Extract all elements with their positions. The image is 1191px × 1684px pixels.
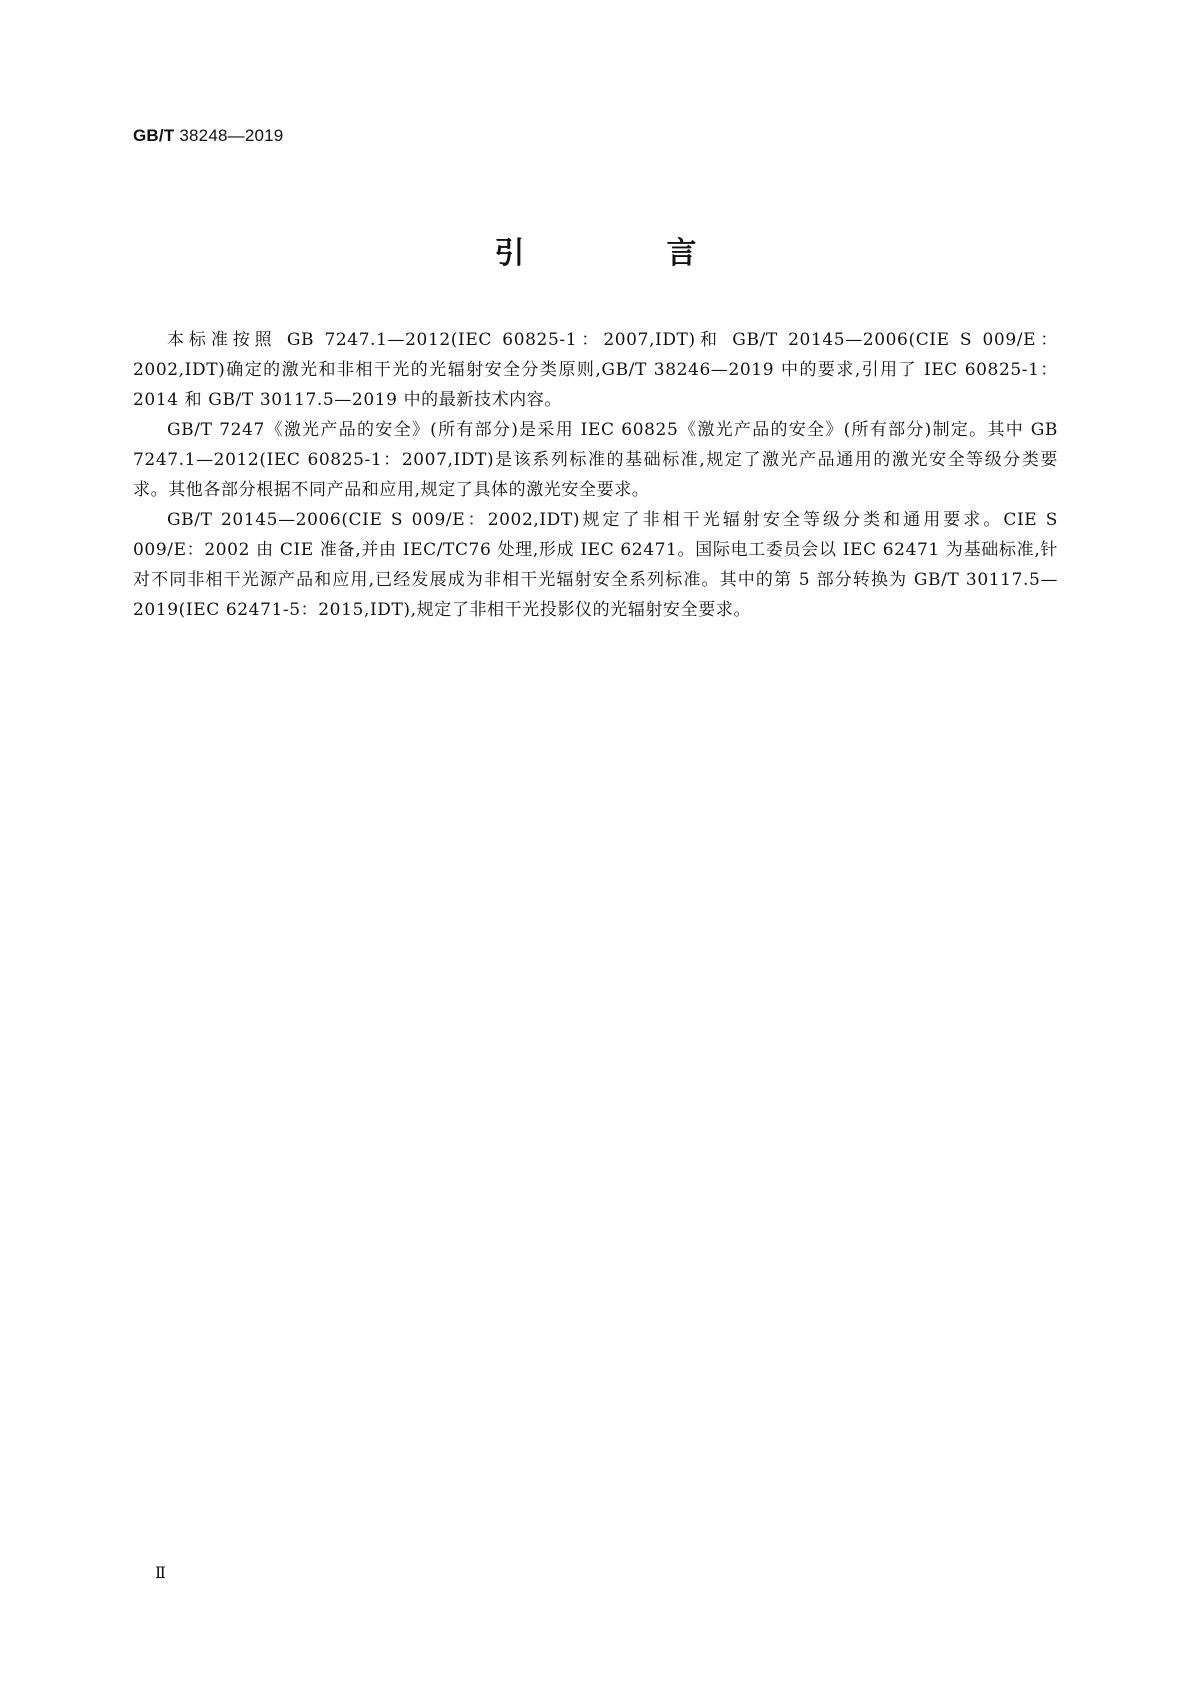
introduction-body bbox=[133, 325, 1058, 625]
paragraph-3: GB/T 20145—2006(CIE S 009/E：2002,IDT)规定了非相干光辐射安全等级分类和通用要求。CIE S 009/E：2002 由 CIE 准备,并由 IEC/TC76 处理,形成 IEC 62471。国际电工委员会以 IEC 62471 为基础标准,针对不同非相干光源产品和应用,已经发展成为非相干光辐射安全系列标准。其中的第 5 部分转换为 GB/T 30117.5—2019(IEC 62471-5：2015,IDT),规定了非相干光投影仪的光辐射安全要求。 bbox=[133, 510, 1058, 620]
page-number: Ⅱ bbox=[155, 1563, 166, 1582]
page-title: 引 言 bbox=[494, 236, 753, 271]
paragraph-1: 本标准按照 GB 7247.1—2012(IEC 60825-1：2007,IDT)和 GB/T 20145—2006(CIE S 009/E：2002,IDT)确定的激光和非相干光的光辐射安全分类原则,GB/T 38246—2019 中的要求,引用了 IEC 60825-1：2014 和 GB/T 30117.5—2019 中的最新技术内容。 bbox=[133, 330, 1058, 410]
document-header bbox=[133, 126, 283, 146]
standard-prefix: GB/T bbox=[133, 126, 175, 145]
standard-number: 38248—2019 bbox=[179, 126, 284, 145]
paragraph-2: GB/T 7247《激光产品的安全》(所有部分)是采用 IEC 60825《激光产品的安全》(所有部分)制定。其中 GB 7247.1—2012(IEC 60825-1：2007,IDT)是该系列标准的基础标准,规定了激光产品通用的激光安全等级分类要求。其他各部分根据不同产品和应用,规定了具体的激光安全要求。 bbox=[133, 420, 1058, 500]
